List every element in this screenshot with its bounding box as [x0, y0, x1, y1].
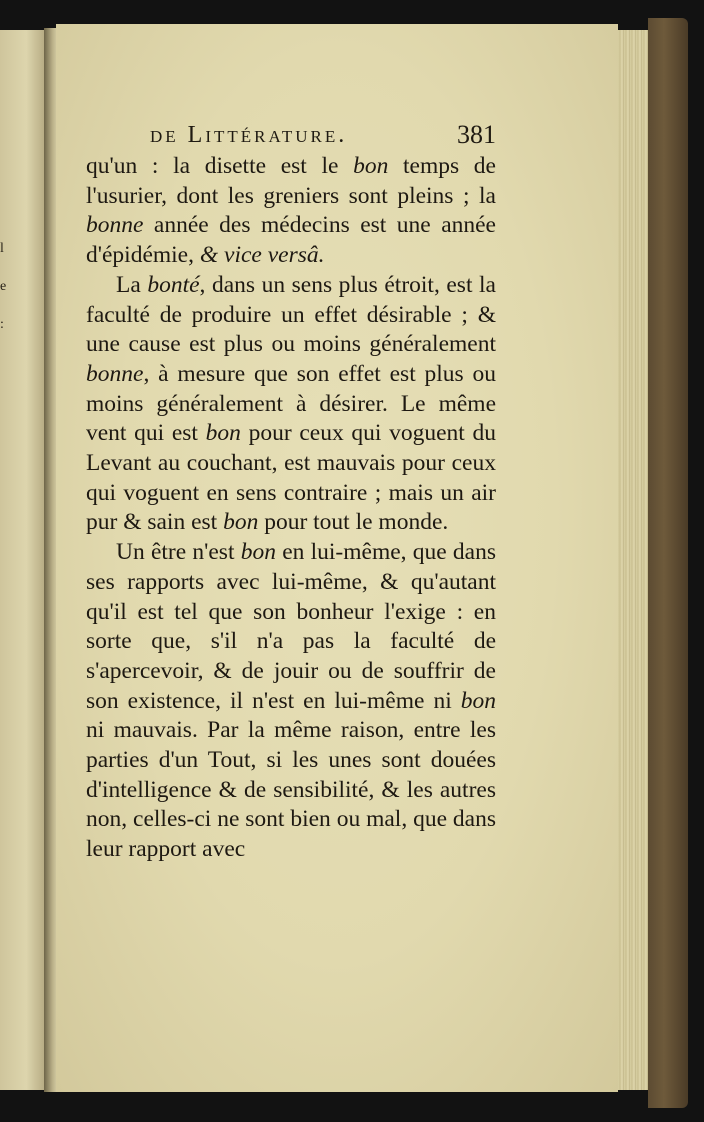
text-run: , dans un sens plus étroit, est la faculté de produire un effet désirable ; & une cause est plus ou moins généralement [86, 271, 496, 358]
italic-text: bon [223, 509, 259, 536]
paragraph [86, 538, 496, 865]
text-run: Un être n'est [116, 539, 241, 566]
paragraph [86, 152, 496, 271]
text-run: en lui-même, que dans ses rapports avec lui-même, & qu'autant qu'il est tel que son bonheur l'exige : en sorte que, s'il n'a pas la faculté de s'apercevoir, & de jouir ou de souffrir de son existence, il n'est en lui-même ni [86, 539, 496, 714]
text-run: ni mauvais. Par la même raison, entre les parties d'un Tout, si les unes sont douées d'intelligence & de sensibilité, & les autres non, celles-ci ne sont bien ou mal, que dans leur rapport avec [86, 717, 496, 863]
italic-text: bon [240, 539, 276, 566]
body-text [86, 152, 496, 865]
italic-text: & vice versâ. [199, 242, 325, 269]
italic-text: bonté [147, 271, 200, 298]
italic-text: bon [205, 420, 241, 447]
page-number: 381 [457, 120, 496, 149]
italic-text: bon [353, 153, 389, 179]
text-run: pour tout le monde. [258, 509, 449, 536]
italic-text: bon [460, 687, 496, 714]
text-run: temps de l'usurier, dont les greniers sont pleins ; la [86, 153, 496, 209]
paragraph [86, 271, 496, 538]
left-page-edge [0, 30, 46, 1090]
text-run: La [116, 271, 148, 298]
text-run: qu'un : la disette est le [86, 153, 354, 179]
text-run: pour ceux qui voguent du Levant au couchant, est mauvais pour ceux qui voguent en sens contraire ; mais un air pur & sain est [86, 420, 496, 536]
text-run: , à mesure que son effet est plus ou moins généralement à désirer. Le même vent qui est [86, 360, 496, 447]
italic-text: bonne [86, 360, 144, 387]
running-title: de Littérature. [150, 122, 348, 148]
italic-text: bonne [86, 212, 144, 239]
left-page-margin-marks: l e : [0, 241, 7, 332]
book-cover [648, 18, 688, 1108]
text-run: année des médecins est une année d'épidémie, [86, 212, 496, 269]
